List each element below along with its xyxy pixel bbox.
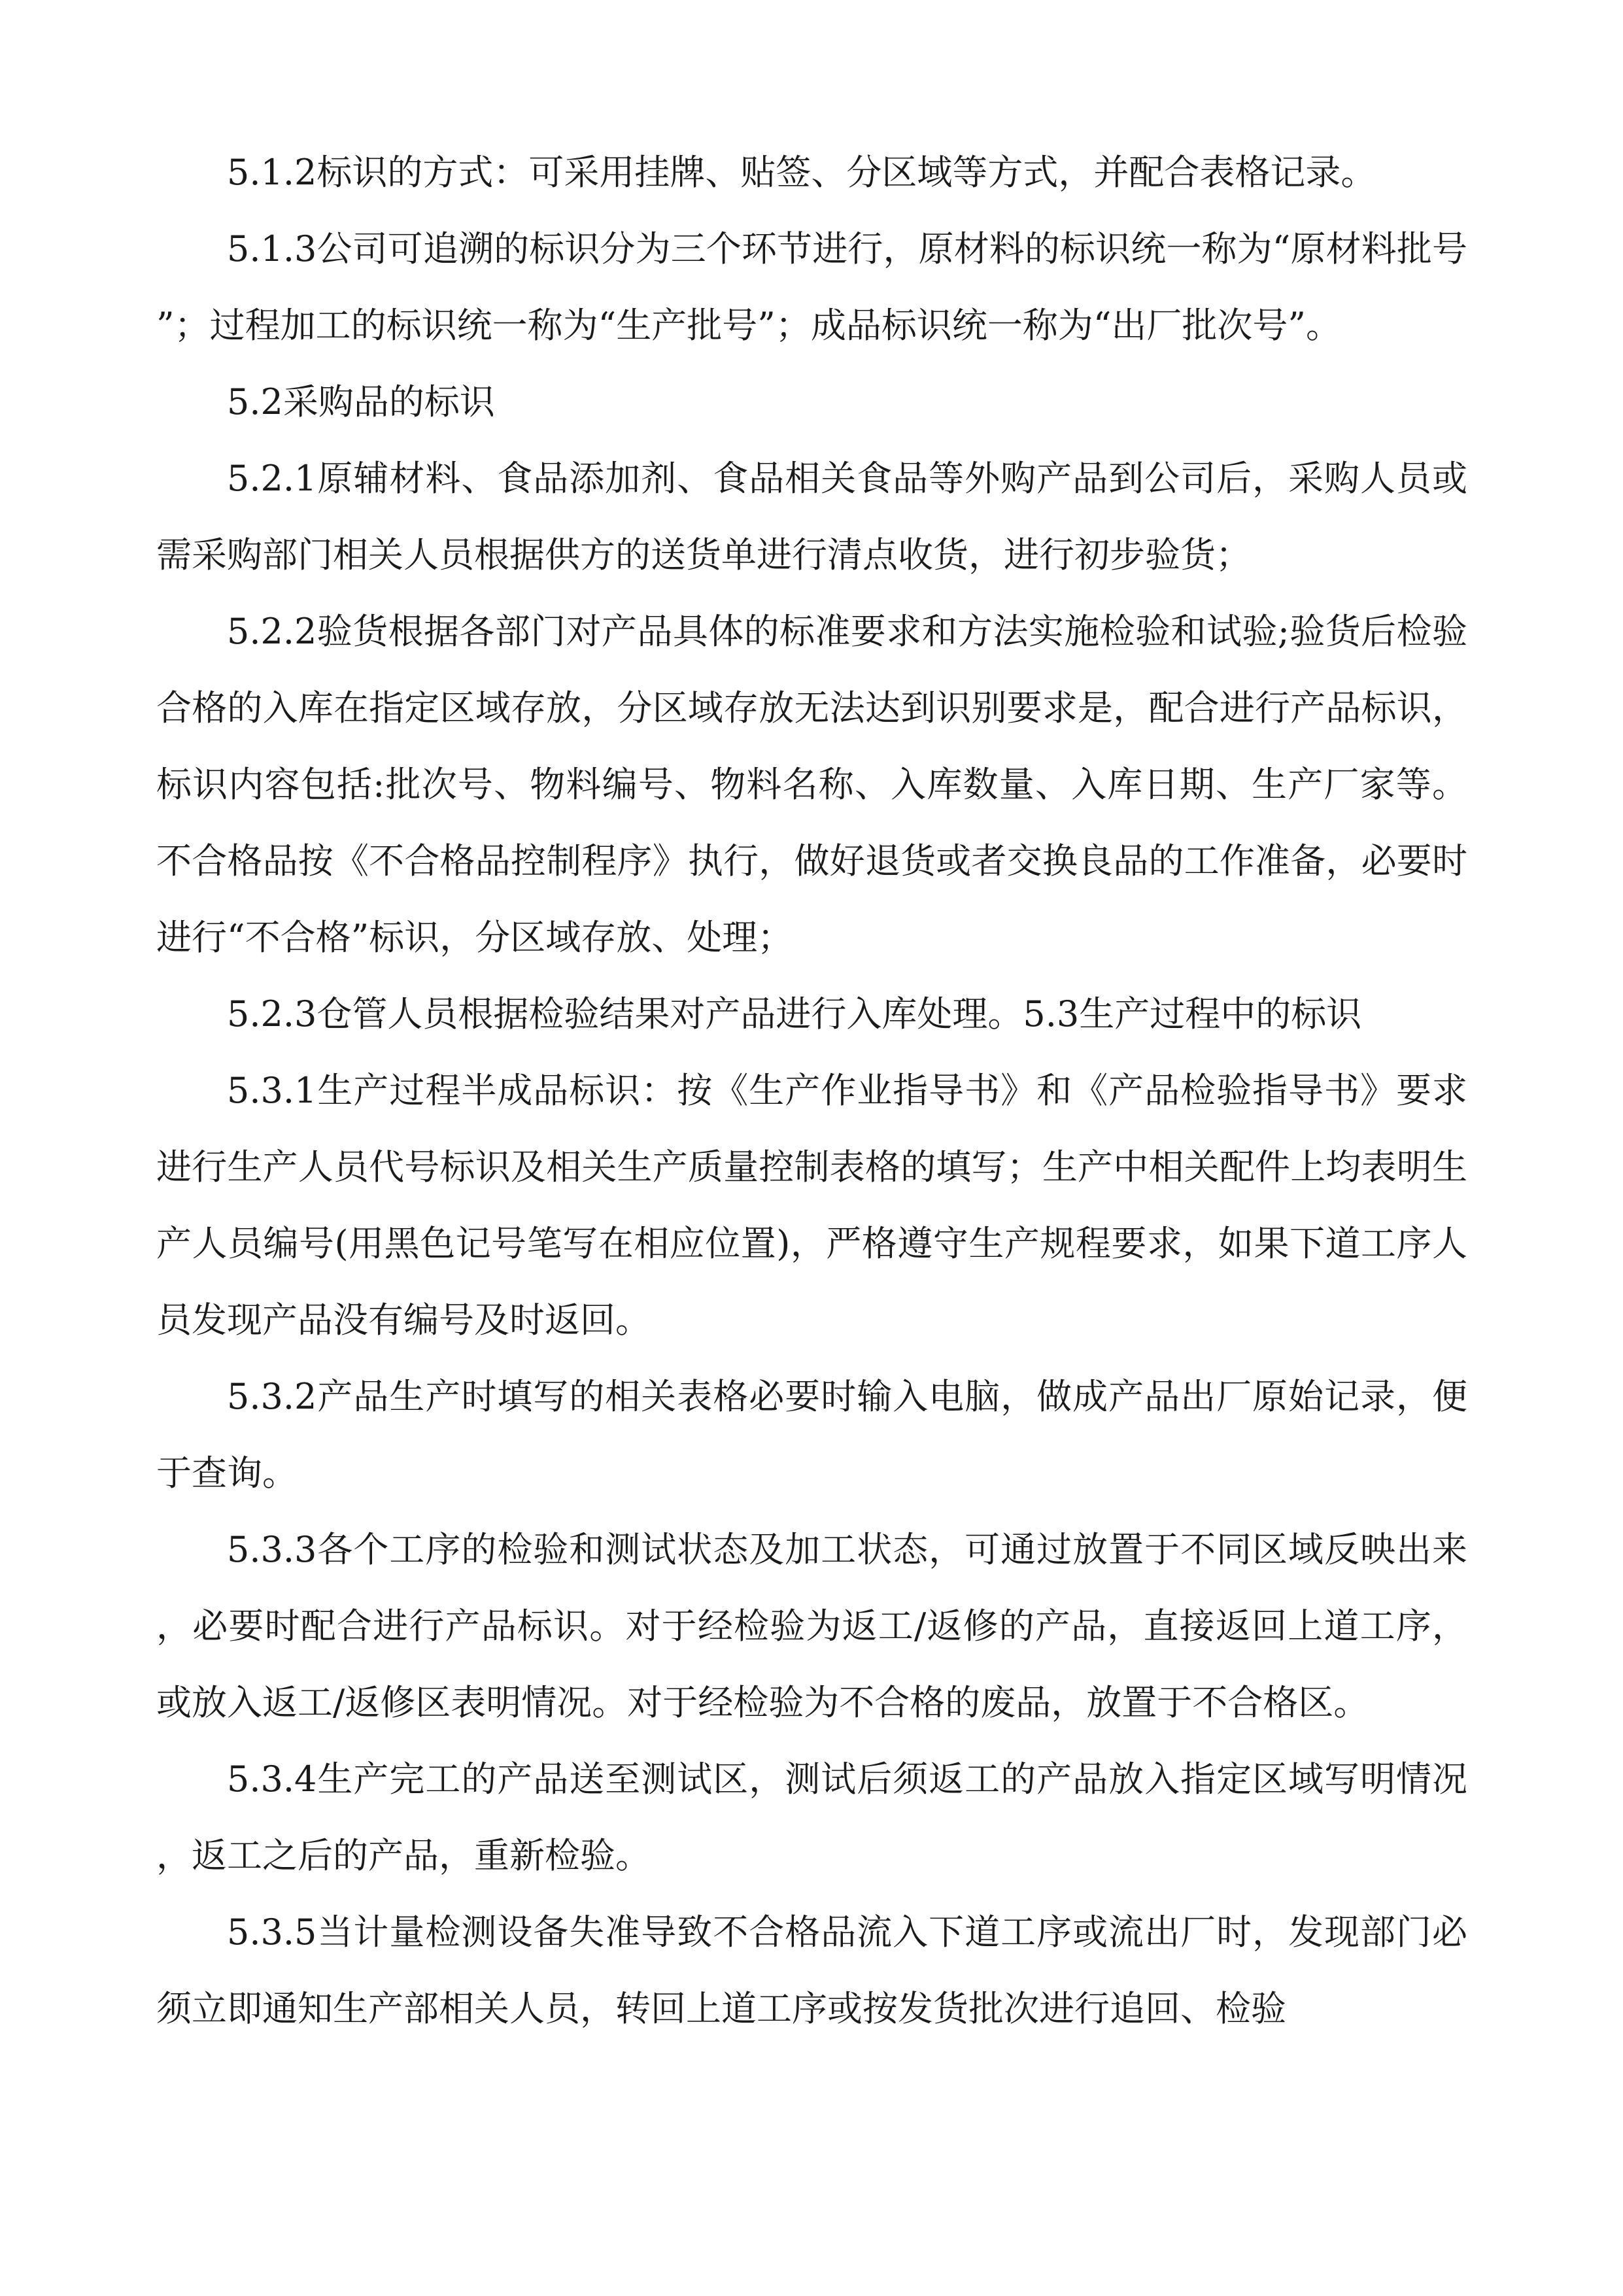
paragraph-5-1-2: 5.1.2标识的方式：可采用挂牌、贴签、分区域等方式，并配合表格记录。 [227,152,1376,193]
paragraph-5-3-3: 5.3.3各个工序的检验和测试状态及加工状态，可通过放置于不同区域反映出来，必要时配合进行产品标识。对于经检验为返工/返修的产品，直接返回上道工序，或放入返工/返修区表明情况。对于经检验为不合格的废品，放置于不合格区。 [156,1529,1467,1723]
section-heading-5-2: 5.2采购品的标识 [227,381,495,422]
document-body [156,134,1467,2240]
paragraph-5-3-2: 5.3.2产品生产时填写的相关表格必要时输入电脑，做成产品出厂原始记录，便于查询。 [156,1376,1467,1494]
paragraph-5-2-3: 5.2.3仓管人员根据检验结果对产品进行入库处理。5.3生产过程中的标识 [227,993,1362,1035]
paragraph-5-1-3: 5.1.3公司可追溯的标识分为三个环节进行，原材料的标识统一称为“原材料批号”；过程加工的标识统一称为“生产批号”；成品标识统一称为“出厂批次号”。 [156,228,1467,346]
paragraph-5-2-2: 5.2.2验货根据各部门对产品具体的标准要求和方法实施检验和试验;验货后检验合格的入库在指定区域存放，分区域存放无法达到识别要求是，配合进行产品标识，标识内容包括:批次号、物料编号、物料名称、入库数量、入库日期、生产厂家等。不合格品按《不合格品控制程序》执行，做好退货或者交换良品的工作准备，必要时进行“不合格”标识，分区域存放、处理； [156,611,1467,958]
paragraph-5-3-5: 5.3.5当计量检测设备失准导致不合格品流入下道工序或流出厂时，发现部门必须立即通知生产部相关人员，转回上道工序或按发货批次进行追回、检验 [156,1911,1467,2029]
paragraph-5-3-4: 5.3.4生产完工的产品送至测试区，测试后须返工的产品放入指定区域写明情况，返工之后的产品，重新检验。 [156,1758,1467,1876]
paragraph-5-2-1: 5.2.1原辅材料、食品添加剂、食品相关食品等外购产品到公司后，采购人员或需采购部门相关人员根据供方的送货单进行清点收货，进行初步验货； [156,458,1467,575]
paragraph-5-3-1: 5.3.1生产过程半成品标识：按《生产作业指导书》和《产品检验指导书》要求进行生产人员代号标识及相关生产质量控制表格的填写；生产中相关配件上均表明生产人员编号(用黑色记号笔写在相应位置)，严格遵守生产规程要求，如果下道工序人员发现产品没有编号及时返回。 [156,1070,1467,1341]
